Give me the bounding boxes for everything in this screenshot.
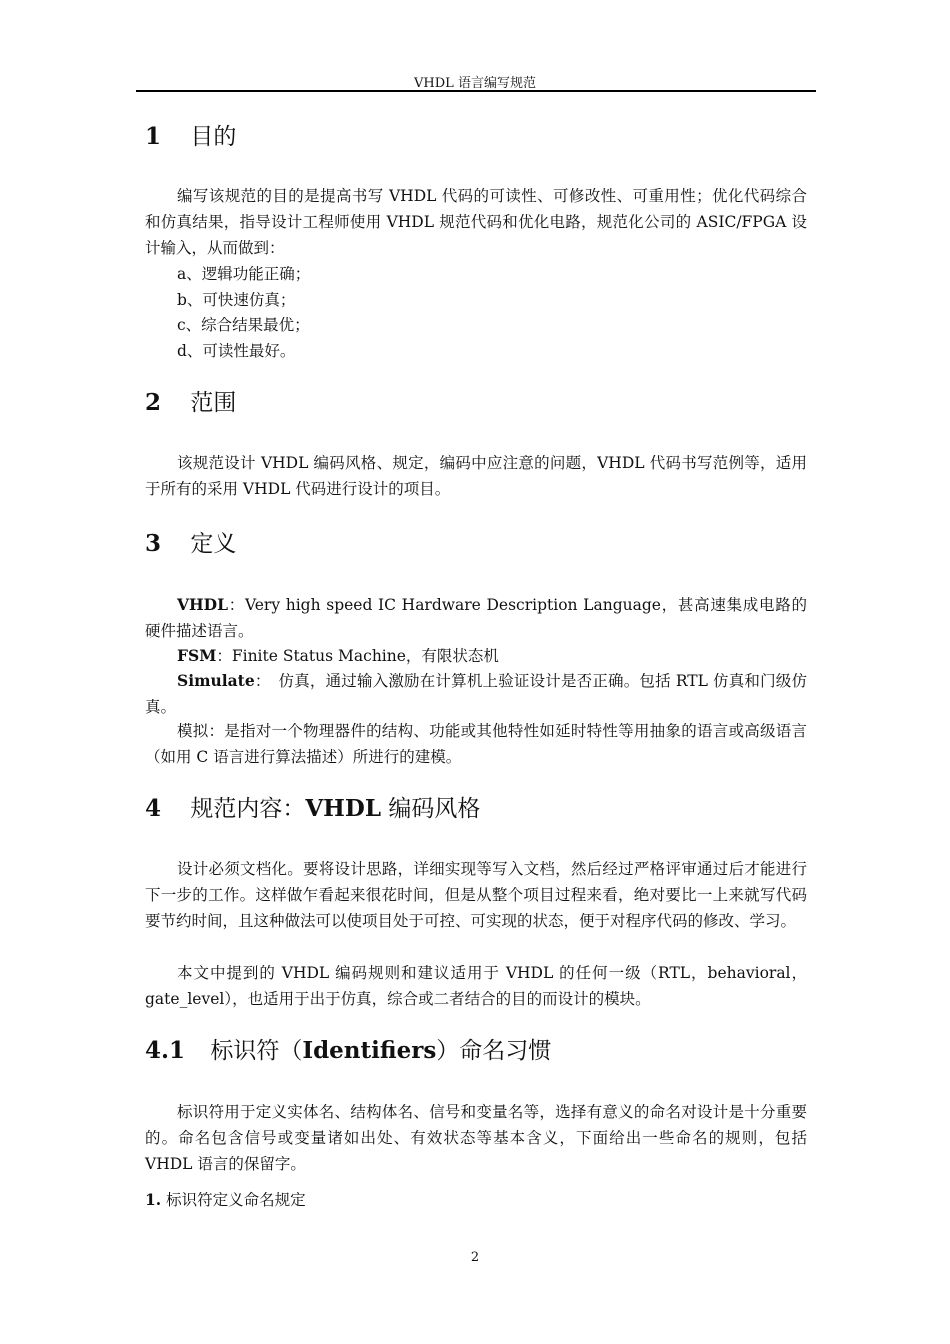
definition-vhdl	[145, 592, 807, 644]
definition-fsm-term: FSM	[177, 646, 217, 665]
section-2-paragraph: 该规范设计 VHDL 编码风格、规定，编码中应注意的问题，VHDL 代码书写范例等，适用于所有的采用 VHDL 代码进行设计的项目。	[145, 454, 807, 498]
section-4-1-title-bold: Identifiers	[302, 1037, 437, 1064]
definition-simulate	[145, 668, 807, 720]
running-head: VHDL 语言编写规范	[414, 76, 536, 91]
section-4-1-title-suffix: ）命名习惯	[436, 1038, 552, 1064]
section-4-paragraph-2: 本文中提到的 VHDL 编码规则和建议适用于 VHDL 的任何一级（RTL，behavioral，gate_level），也适用于出于仿真，综合或二者结合的目的而设计的模块。	[145, 964, 807, 1008]
list-item-b: b、可快速仿真；	[177, 291, 296, 309]
section-2-title: 范围	[190, 390, 237, 416]
page-number: 2	[470, 1250, 480, 1265]
definition-fsm	[145, 643, 807, 669]
definition-fsm-text: ：Finite Status Machine，有限状态机	[216, 647, 499, 665]
section-4-title-bold: VHDL	[305, 795, 382, 822]
section-1-paragraph: 编写该规范的目的是提高书写 VHDL 代码的可读性、可修改性、可重用性；优化代码综合和仿真结果，指导设计工程师使用 VHDL 规范代码和优化电路，规范化公司的 ASIC/FPGA 设计输入，从而做到：	[145, 187, 807, 257]
section-4-title-prefix: 规范内容：	[190, 796, 306, 822]
section-3-heading	[145, 525, 236, 558]
definition-model: 模拟：是指对一个物理器件的结构、功能或其他特性如延时特性等用抽象的语言或高级语言（如用 C 语言进行算法描述）所进行的建模。	[145, 722, 807, 766]
list-item-d: d、可读性最好。	[177, 342, 296, 360]
definition-simulate-term: Simulate	[177, 671, 255, 690]
subsection-title: 标识符定义命名规定	[161, 1191, 306, 1209]
definition-vhdl-term: VHDL	[177, 595, 229, 614]
list-item-a: a、逻辑功能正确；	[177, 265, 311, 283]
subsection-heading	[145, 1188, 306, 1210]
section-4-1-title-prefix: 标识符（	[210, 1038, 303, 1064]
section-1-heading	[145, 118, 236, 151]
section-2-number: 2	[145, 389, 162, 416]
section-3-number: 3	[145, 530, 162, 557]
section-4-1-heading	[145, 1032, 551, 1065]
section-4-1-paragraph: 标识符用于定义实体名、结构体名、信号和变量名等，选择有意义的命名对设计是十分重要的。命名包含信号或变量诸如出处、有效状态等基本含义，下面给出一些命名的规则，包括 VHDL 语言的保留字。	[145, 1103, 807, 1173]
subsection-number: 1.	[145, 1190, 162, 1209]
list-item-c: c、综合结果最优；	[177, 316, 310, 334]
section-4-heading	[145, 790, 480, 823]
section-3-title: 定义	[190, 531, 237, 557]
section-4-title-suffix: 编码风格	[381, 796, 481, 822]
section-4-number: 4	[145, 795, 162, 822]
section-4-1-number: 4.1	[145, 1037, 186, 1064]
section-2-heading	[145, 384, 236, 417]
section-1-title: 目的	[190, 124, 237, 150]
definition-simulate-text: ： 仿真，通过输入激励在计算机上验证设计是否正确。包括 RTL 仿真和门级仿真。	[145, 672, 807, 716]
definition-vhdl-text: ：Very high speed IC Hardware Description Language，甚高速集成电路的硬件描述语言。	[145, 596, 807, 640]
section-4-paragraph-1: 设计必须文档化。要将设计思路，详细实现等写入文档，然后经过严格评审通过后才能进行下一步的工作。这样做乍看起来很花时间，但是从整个项目过程来看，绝对要比一上来就写代码要节约时间，且这种做法可以使项目处于可控、可实现的状态，便于对程序代码的修改、学习。	[145, 860, 807, 930]
header-rule	[136, 90, 816, 92]
section-1-number: 1	[145, 123, 162, 150]
